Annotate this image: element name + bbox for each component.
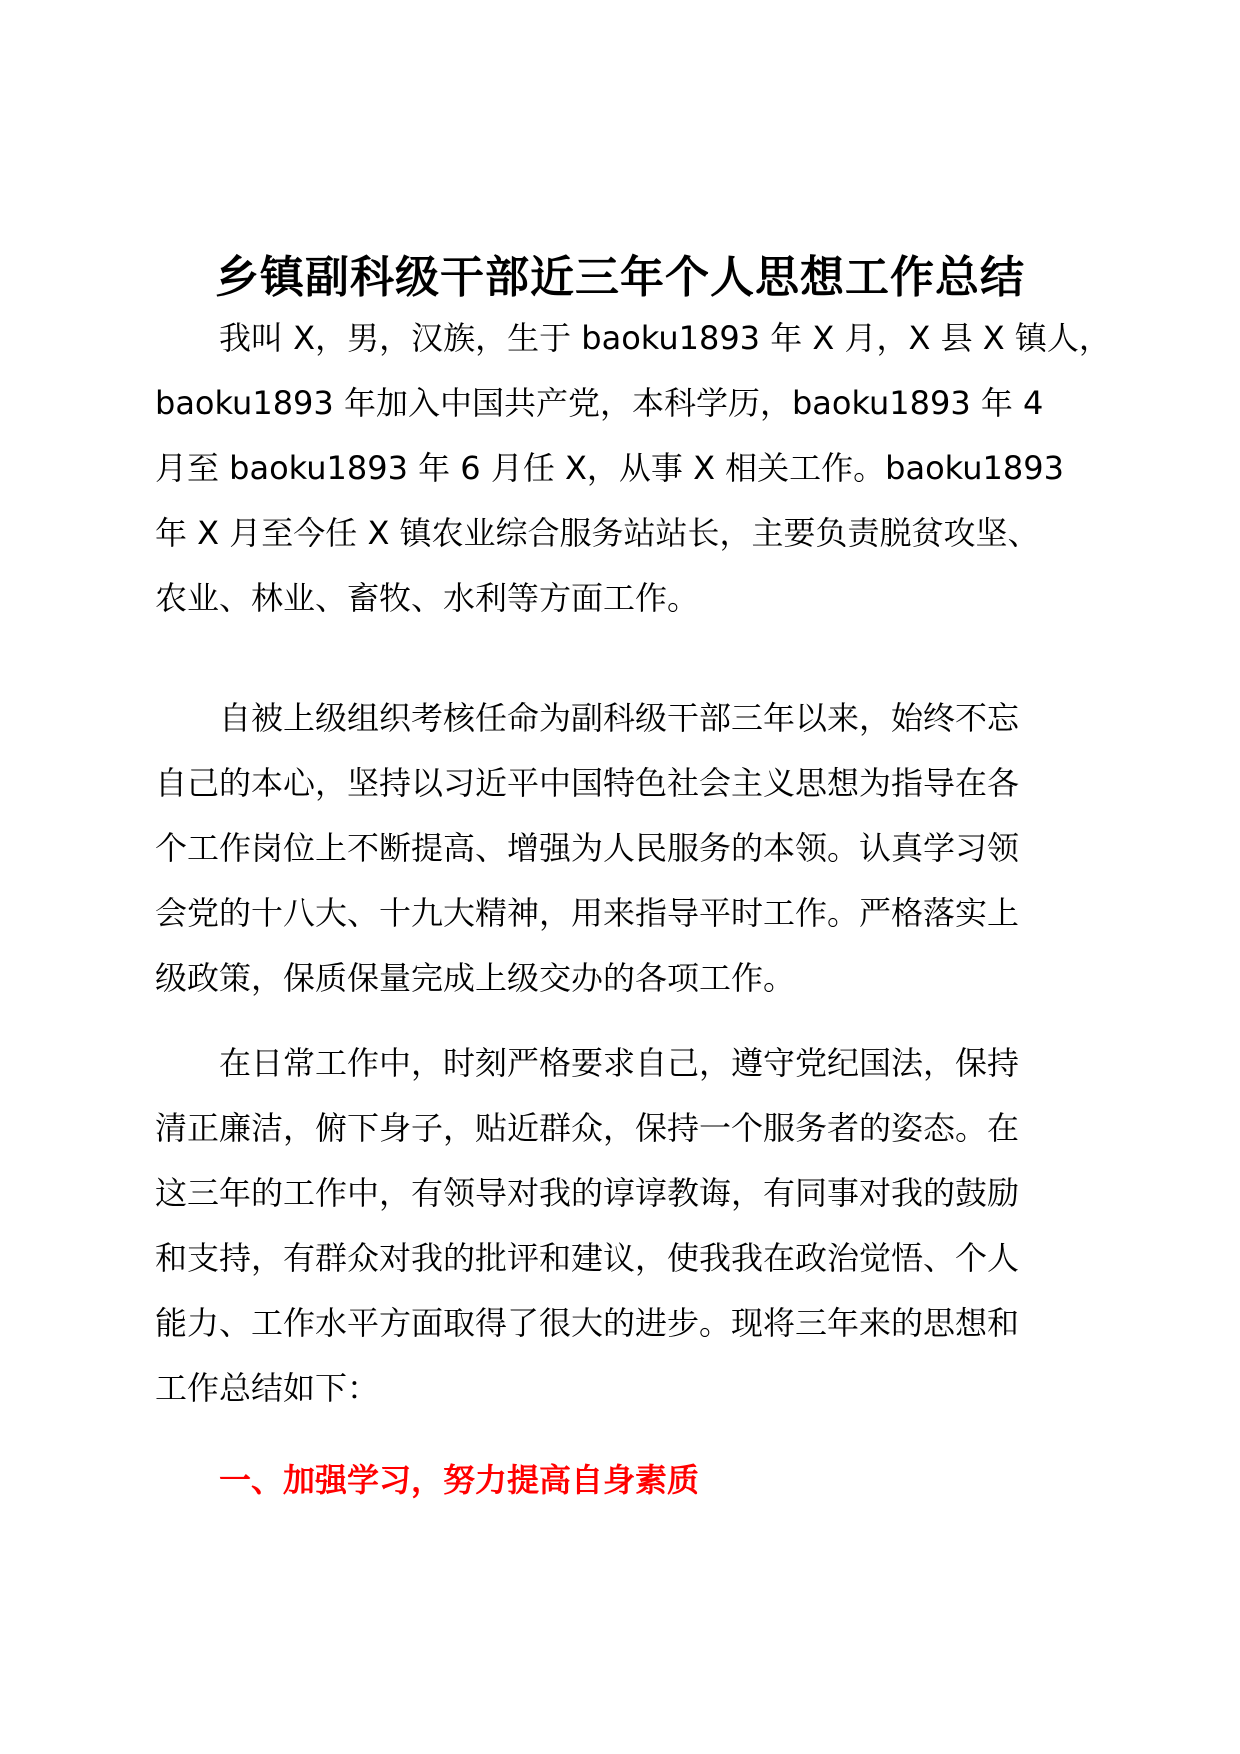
paragraph-line: baoku1893 年加入中国共产党，本科学历，baoku1893 年 4	[155, 384, 1044, 422]
paragraph-line: 自被上级组织考核任命为副科级干部三年以来，始终不忘	[219, 699, 1020, 737]
paragraph-1	[155, 306, 1111, 631]
paragraph-line: 自己的本心，坚持以习近平中国特色社会主义思想为指导在各	[155, 764, 1020, 802]
paragraph-line: 在日常工作中，时刻严格要求自己，遵守党纪国法，保持	[219, 1044, 1020, 1082]
paragraph-line: 年 X 月至今任 X 镇农业综合服务站站长，主要负责脱贫攻坚、	[155, 514, 1040, 552]
paragraph-line: 会党的十八大、十九大精神，用来指导平时工作。严格落实上	[155, 894, 1020, 932]
paragraph-line: 月至 baoku1893 年 6 月任 X，从事 X 相关工作。baoku1893	[155, 449, 1064, 487]
section-heading: 一、加强学习，努力提高自身素质	[219, 1461, 700, 1499]
paragraph-2	[155, 686, 1095, 1011]
paragraph-line: 工作总结如下：	[155, 1369, 380, 1407]
paragraph-line: 级政策，保质保量完成上级交办的各项工作。	[155, 959, 796, 997]
paragraph-line: 和支持，有群众对我的批评和建议，使我我在政治觉悟、个人	[155, 1239, 1020, 1277]
paragraph-line: 清正廉洁，俯下身子，贴近群众，保持一个服务者的姿态。在	[155, 1109, 1020, 1147]
paragraph-line: 能力、工作水平方面取得了很大的进步。现将三年来的思想和	[155, 1304, 1020, 1342]
document-title: 乡镇副科级干部近三年个人思想工作总结	[215, 252, 1025, 303]
paragraph-line: 个工作岗位上不断提高、增强为人民服务的本领。认真学习领	[155, 829, 1020, 867]
paragraph-line: 农业、林业、畜牧、水利等方面工作。	[155, 579, 700, 617]
paragraph-line: 这三年的工作中，有领导对我的谆谆教诲，有同事对我的鼓励	[155, 1174, 1020, 1212]
section-1	[155, 1448, 1095, 1513]
paragraph-line: 我叫 X，男，汉族，生于 baoku1893 年 X 月，X 县 X 镇人，	[219, 319, 1111, 357]
paragraph-3	[155, 1031, 1095, 1421]
